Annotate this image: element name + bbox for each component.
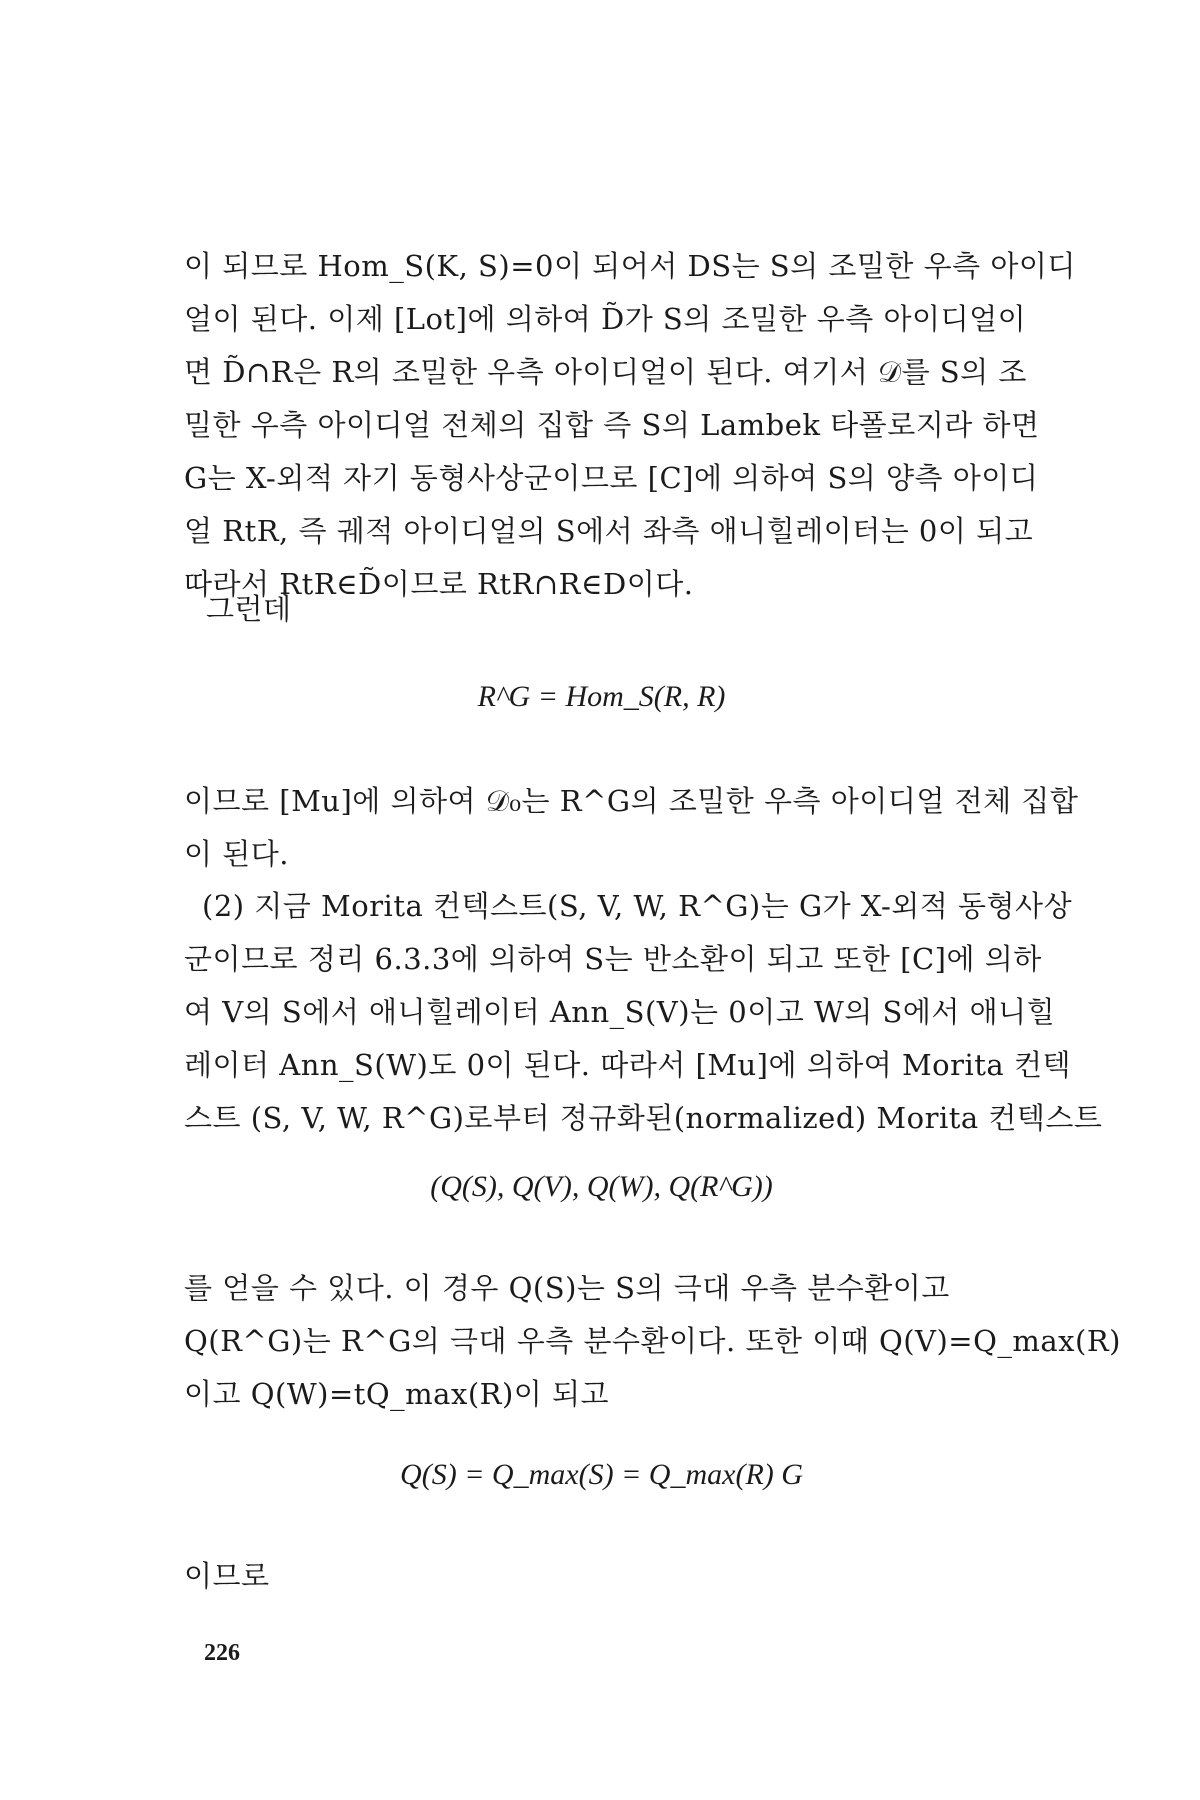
text-line: 그런데 [206,592,292,626]
page-number: 226 [204,1640,240,1666]
text-line: (2) 지금 Morita 컨텍스트(S, V, W, R^G)는 G가 X-외적 동형사상 [202,889,1073,923]
paragraph-4 [184,880,1103,1145]
text-line: 면 D̃∩R은 R의 조밀한 우측 아이디얼이 된다. 여기서 𝒟를 S의 조 [184,355,1027,389]
equation-1: R^G = Hom_S(R, R) [477,680,726,713]
text-line: Q(R^G)는 R^G의 극대 우측 분수환이다. 또한 이때 Q(V)=Q_max(R) [184,1324,1121,1358]
paragraph-2 [206,583,1041,636]
text-line: 군이므로 정리 6.3.3에 의하여 S는 반소환이 되고 또한 [C]에 의하 [184,942,1042,976]
text-line: 를 얻을 수 있다. 이 경우 Q(S)는 S의 극대 우측 분수환이고 [184,1271,950,1305]
text-line: 밀한 우측 아이디얼 전체의 집합 즉 S의 Lambek 타폴로지라 하면 [184,408,1040,442]
text-line: 레이터 Ann_S(W)도 0이 된다. 따라서 [Mu]에 의하여 Morita 컨텍 [184,1048,1071,1082]
text-line: G는 X-외적 자기 동형사상군이므로 [C]에 의하여 S의 양측 아이디 [184,461,1039,495]
text-line: 얼 RtR, 즉 궤적 아이디얼의 S에서 좌측 애니힐레이터는 0이 되고 [184,514,1034,548]
equation-2: (Q(S), Q(V), Q(W), Q(R^G)) [430,1170,773,1203]
text-line: 이므로 [184,1559,270,1593]
text-line: 얼이 된다. 이제 [Lot]에 의하여 D̃가 S의 조밀한 우측 아이디얼이 [184,302,1027,336]
text-line: 여 V의 S에서 애니힐레이터 Ann_S(V)는 0이고 W의 S에서 애니힐 [184,995,1056,1029]
text-line: 따라서 RtR∈D̃이므로 RtR∩R∈D이다. [184,567,694,601]
text-line: 이므로 [Mu]에 의하여 𝒟₀는 R^G의 조밀한 우측 아이디얼 전체 집합 [184,784,1079,818]
paragraph-5 [184,1262,1121,1421]
text-line: 이 된다. [184,837,289,871]
text-line: 스트 (S, V, W, R^G)로부터 정규화된(normalized) Morita 컨텍스트 [184,1101,1103,1135]
paragraph-3 [184,775,1079,881]
text-line: 이 되므로 Hom_S(K, S)=0이 되어서 DS는 S의 조밀한 우측 아이디 [184,249,1076,283]
paragraph-1 [184,240,1076,611]
text-line: 이고 Q(W)=tQ_max(R)이 되고 [184,1377,610,1411]
equation-3: Q(S) = Q_max(S) = Q_max(R) G [400,1458,803,1491]
paragraph-6 [184,1550,1019,1603]
